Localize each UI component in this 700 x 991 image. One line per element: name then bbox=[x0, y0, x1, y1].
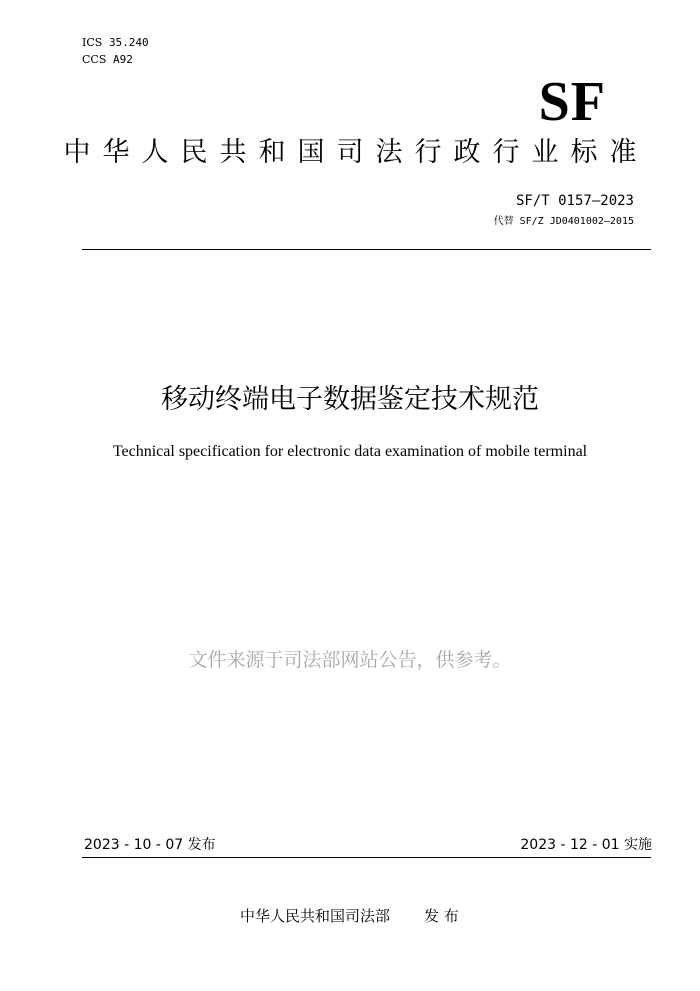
standard-number: SF/T 0157—2023 bbox=[515, 193, 634, 209]
footer-divider bbox=[82, 857, 651, 858]
issuer-name: 中华人民共和国司法部 bbox=[240, 907, 391, 925]
document-title-en: Technical specification for electronic data examination of mobile terminal bbox=[112, 443, 588, 460]
issuer-line bbox=[240, 906, 459, 926]
sf-logo: SF bbox=[538, 71, 606, 133]
ics-line bbox=[82, 36, 149, 50]
ccs-value: A92 bbox=[113, 53, 133, 66]
ics-label: ICS bbox=[82, 36, 103, 49]
issue-label: 发 布 bbox=[424, 907, 459, 925]
header-divider bbox=[82, 249, 651, 250]
replaces-note: 代替 SF/Z JD0401002—2015 bbox=[493, 216, 634, 227]
publish-date: 2023 - 10 - 07 发布 bbox=[84, 837, 216, 853]
document-title-zh: 移动终端电子数据鉴定技术规范 bbox=[161, 384, 539, 415]
standard-type-title: 中华人民共和国司法行政行业标准 bbox=[63, 137, 649, 168]
implement-date: 2023 - 12 - 01 实施 bbox=[520, 837, 652, 853]
ccs-label: CCS bbox=[82, 53, 107, 66]
ccs-line bbox=[82, 53, 133, 67]
ics-value: 35.240 bbox=[108, 36, 149, 49]
source-watermark: 文件来源于司法部网站公告，供参考。 bbox=[188, 649, 512, 671]
